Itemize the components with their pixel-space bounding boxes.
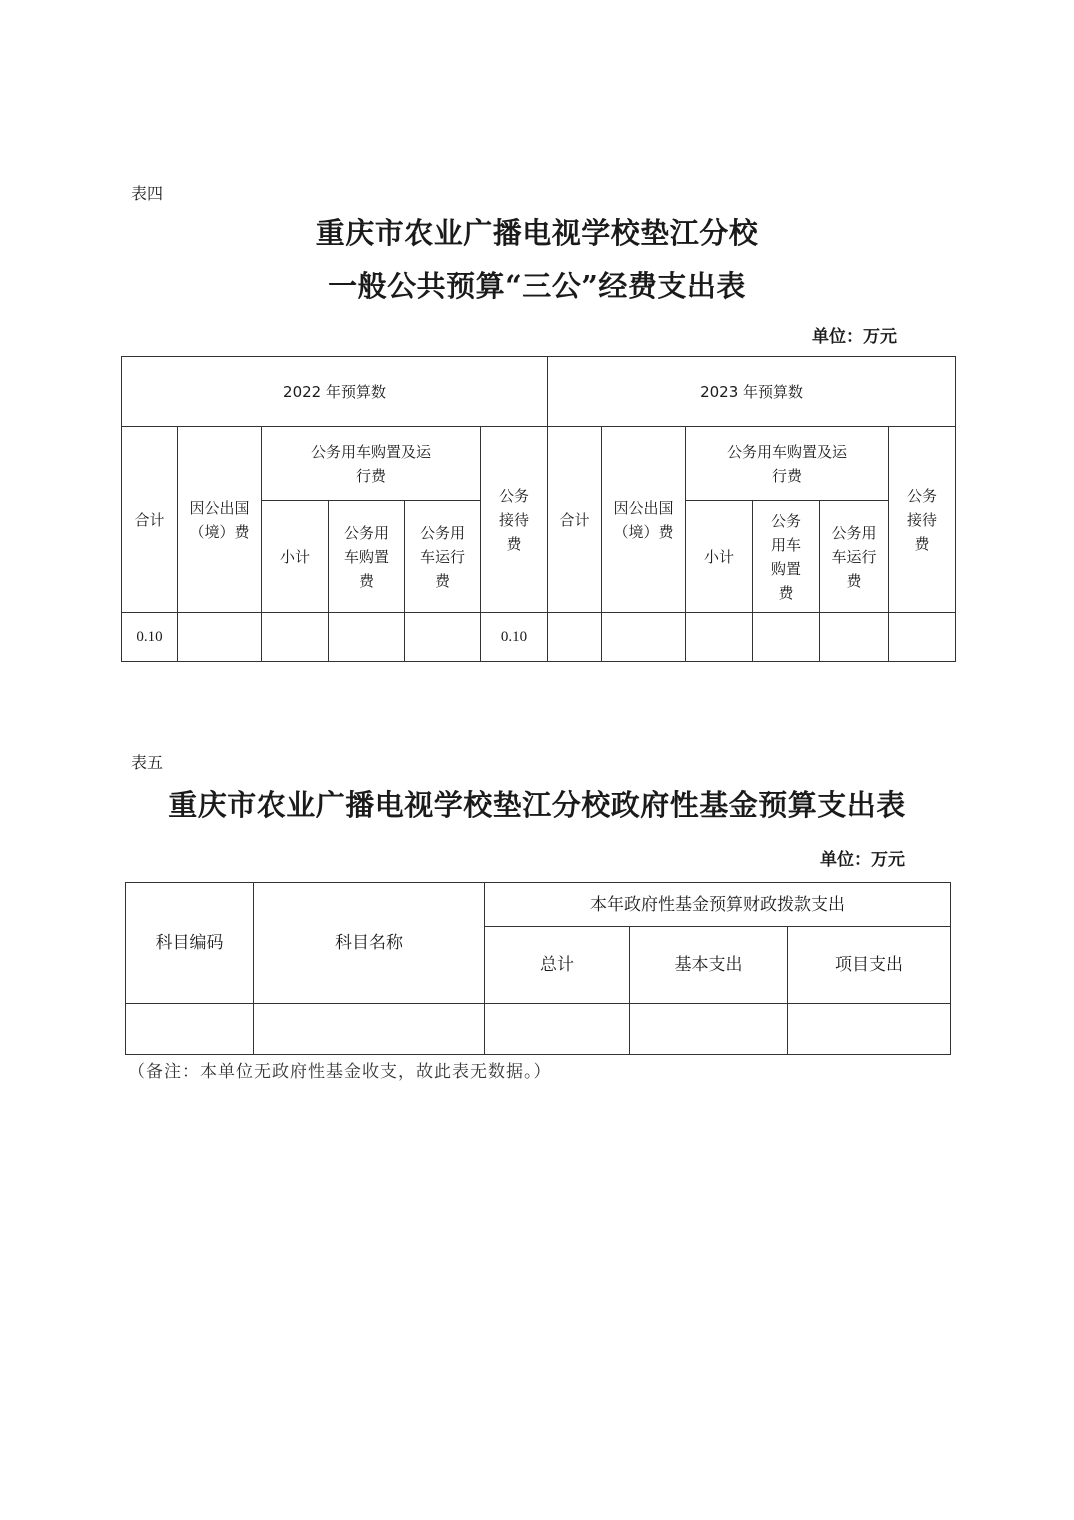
- header-subject-name: [254, 883, 485, 1004]
- header-grand-total: [485, 927, 630, 1004]
- cell-purchase-2022: [329, 613, 405, 662]
- header-subtotal-2022: [262, 501, 329, 613]
- header-basic-expense-label: 基本支出: [674, 955, 743, 975]
- cell-subtotal-2023: [686, 613, 753, 662]
- three-public-expense-table: [121, 356, 956, 662]
- cell-reception-2023: [889, 613, 956, 662]
- header-subtotal-label: 小计: [279, 547, 310, 566]
- header-fund-group: [485, 883, 951, 927]
- header-abroad-label: 因公出国（境）费: [189, 498, 250, 541]
- table4-unit: 单位：万元: [812, 327, 897, 347]
- header-2023-budget: [548, 357, 956, 427]
- header-subject-code: [126, 883, 254, 1004]
- header-2022-label: 2022 年预算数: [283, 382, 386, 401]
- table5-title: 重庆市农业广播电视学校垫江分校政府性基金预算支出表: [168, 788, 906, 822]
- cell-abroad-2022: [178, 613, 262, 662]
- header-reception-2023: [889, 427, 956, 613]
- header-subject-name-label: 科目名称: [335, 933, 403, 953]
- cell-operation-2023: [820, 613, 889, 662]
- header-2022-budget: [122, 357, 548, 427]
- cell-grand-total: [485, 1004, 630, 1055]
- header-purchase-label: 公务用车购置费: [771, 511, 802, 602]
- header-reception-label: 公务接待费: [499, 486, 530, 553]
- header-operation-2022: [405, 501, 481, 613]
- table4-title-line2: 一般公共预算“三公”经费支出表: [328, 269, 746, 303]
- header-vehicle-group-2022: [262, 427, 481, 501]
- header-vehicle-group-label: 公务用车购置及运行费: [311, 442, 432, 485]
- table-row: [122, 613, 956, 662]
- header-fund-group-label: 本年政府性基金预算财政拨款支出: [590, 894, 846, 915]
- table5-tag: 表五: [131, 753, 164, 772]
- header-subtotal-label: 小计: [704, 547, 735, 566]
- header-operation-label: 公务用车运行费: [831, 523, 877, 590]
- header-abroad-label: 因公出国（境）费: [613, 498, 674, 541]
- cell-subtotal-2022: [262, 613, 329, 662]
- government-fund-table: [125, 882, 951, 1055]
- header-total-2022: [122, 427, 178, 613]
- header-reception-label: 公务接待费: [907, 486, 938, 553]
- cell-reception-2022: 0.10: [481, 613, 548, 662]
- table4-title-line1: 重庆市农业广播电视学校垫江分校: [315, 216, 759, 250]
- header-operation-2023: [820, 501, 889, 613]
- header-abroad-2022: [178, 427, 262, 613]
- cell-subject-name: [254, 1004, 485, 1055]
- header-project-expense-label: 项目支出: [835, 955, 904, 975]
- cell-basic-expense: [630, 1004, 788, 1055]
- header-reception-2022: [481, 427, 548, 613]
- header-purchase-label: 公务用车购置费: [343, 523, 389, 590]
- table5-unit: 单位：万元: [820, 850, 905, 870]
- header-purchase-2022: [329, 501, 405, 613]
- header-total-label: 合计: [559, 510, 590, 529]
- cell-project-expense: [788, 1004, 951, 1055]
- header-subject-code-label: 科目编码: [155, 933, 224, 953]
- header-project-expense: [788, 927, 951, 1004]
- header-operation-label: 公务用车运行费: [419, 523, 465, 590]
- header-2023-label: 2023 年预算数: [700, 382, 804, 401]
- header-subtotal-2023: [686, 501, 753, 613]
- cell-total-2022: 0.10: [122, 613, 178, 662]
- table4-tag: 表四: [131, 184, 164, 203]
- header-vehicle-group-2023: [686, 427, 889, 501]
- cell-purchase-2023: [753, 613, 820, 662]
- table-row: [126, 1004, 951, 1055]
- table5-note: （备注：本单位无政府性基金收支，故此表无数据。）: [128, 1062, 552, 1082]
- header-total-label: 合计: [134, 510, 165, 529]
- cell-total-2023: [548, 613, 602, 662]
- header-basic-expense: [630, 927, 788, 1004]
- header-purchase-2023: [753, 501, 820, 613]
- header-total-2023: [548, 427, 602, 613]
- cell-subject-code: [126, 1004, 254, 1055]
- cell-abroad-2023: [602, 613, 686, 662]
- header-abroad-2023: [602, 427, 686, 613]
- header-vehicle-group-label: 公务用车购置及运行费: [727, 442, 848, 485]
- cell-operation-2022: [405, 613, 481, 662]
- header-grand-total-label: 总计: [540, 955, 574, 975]
